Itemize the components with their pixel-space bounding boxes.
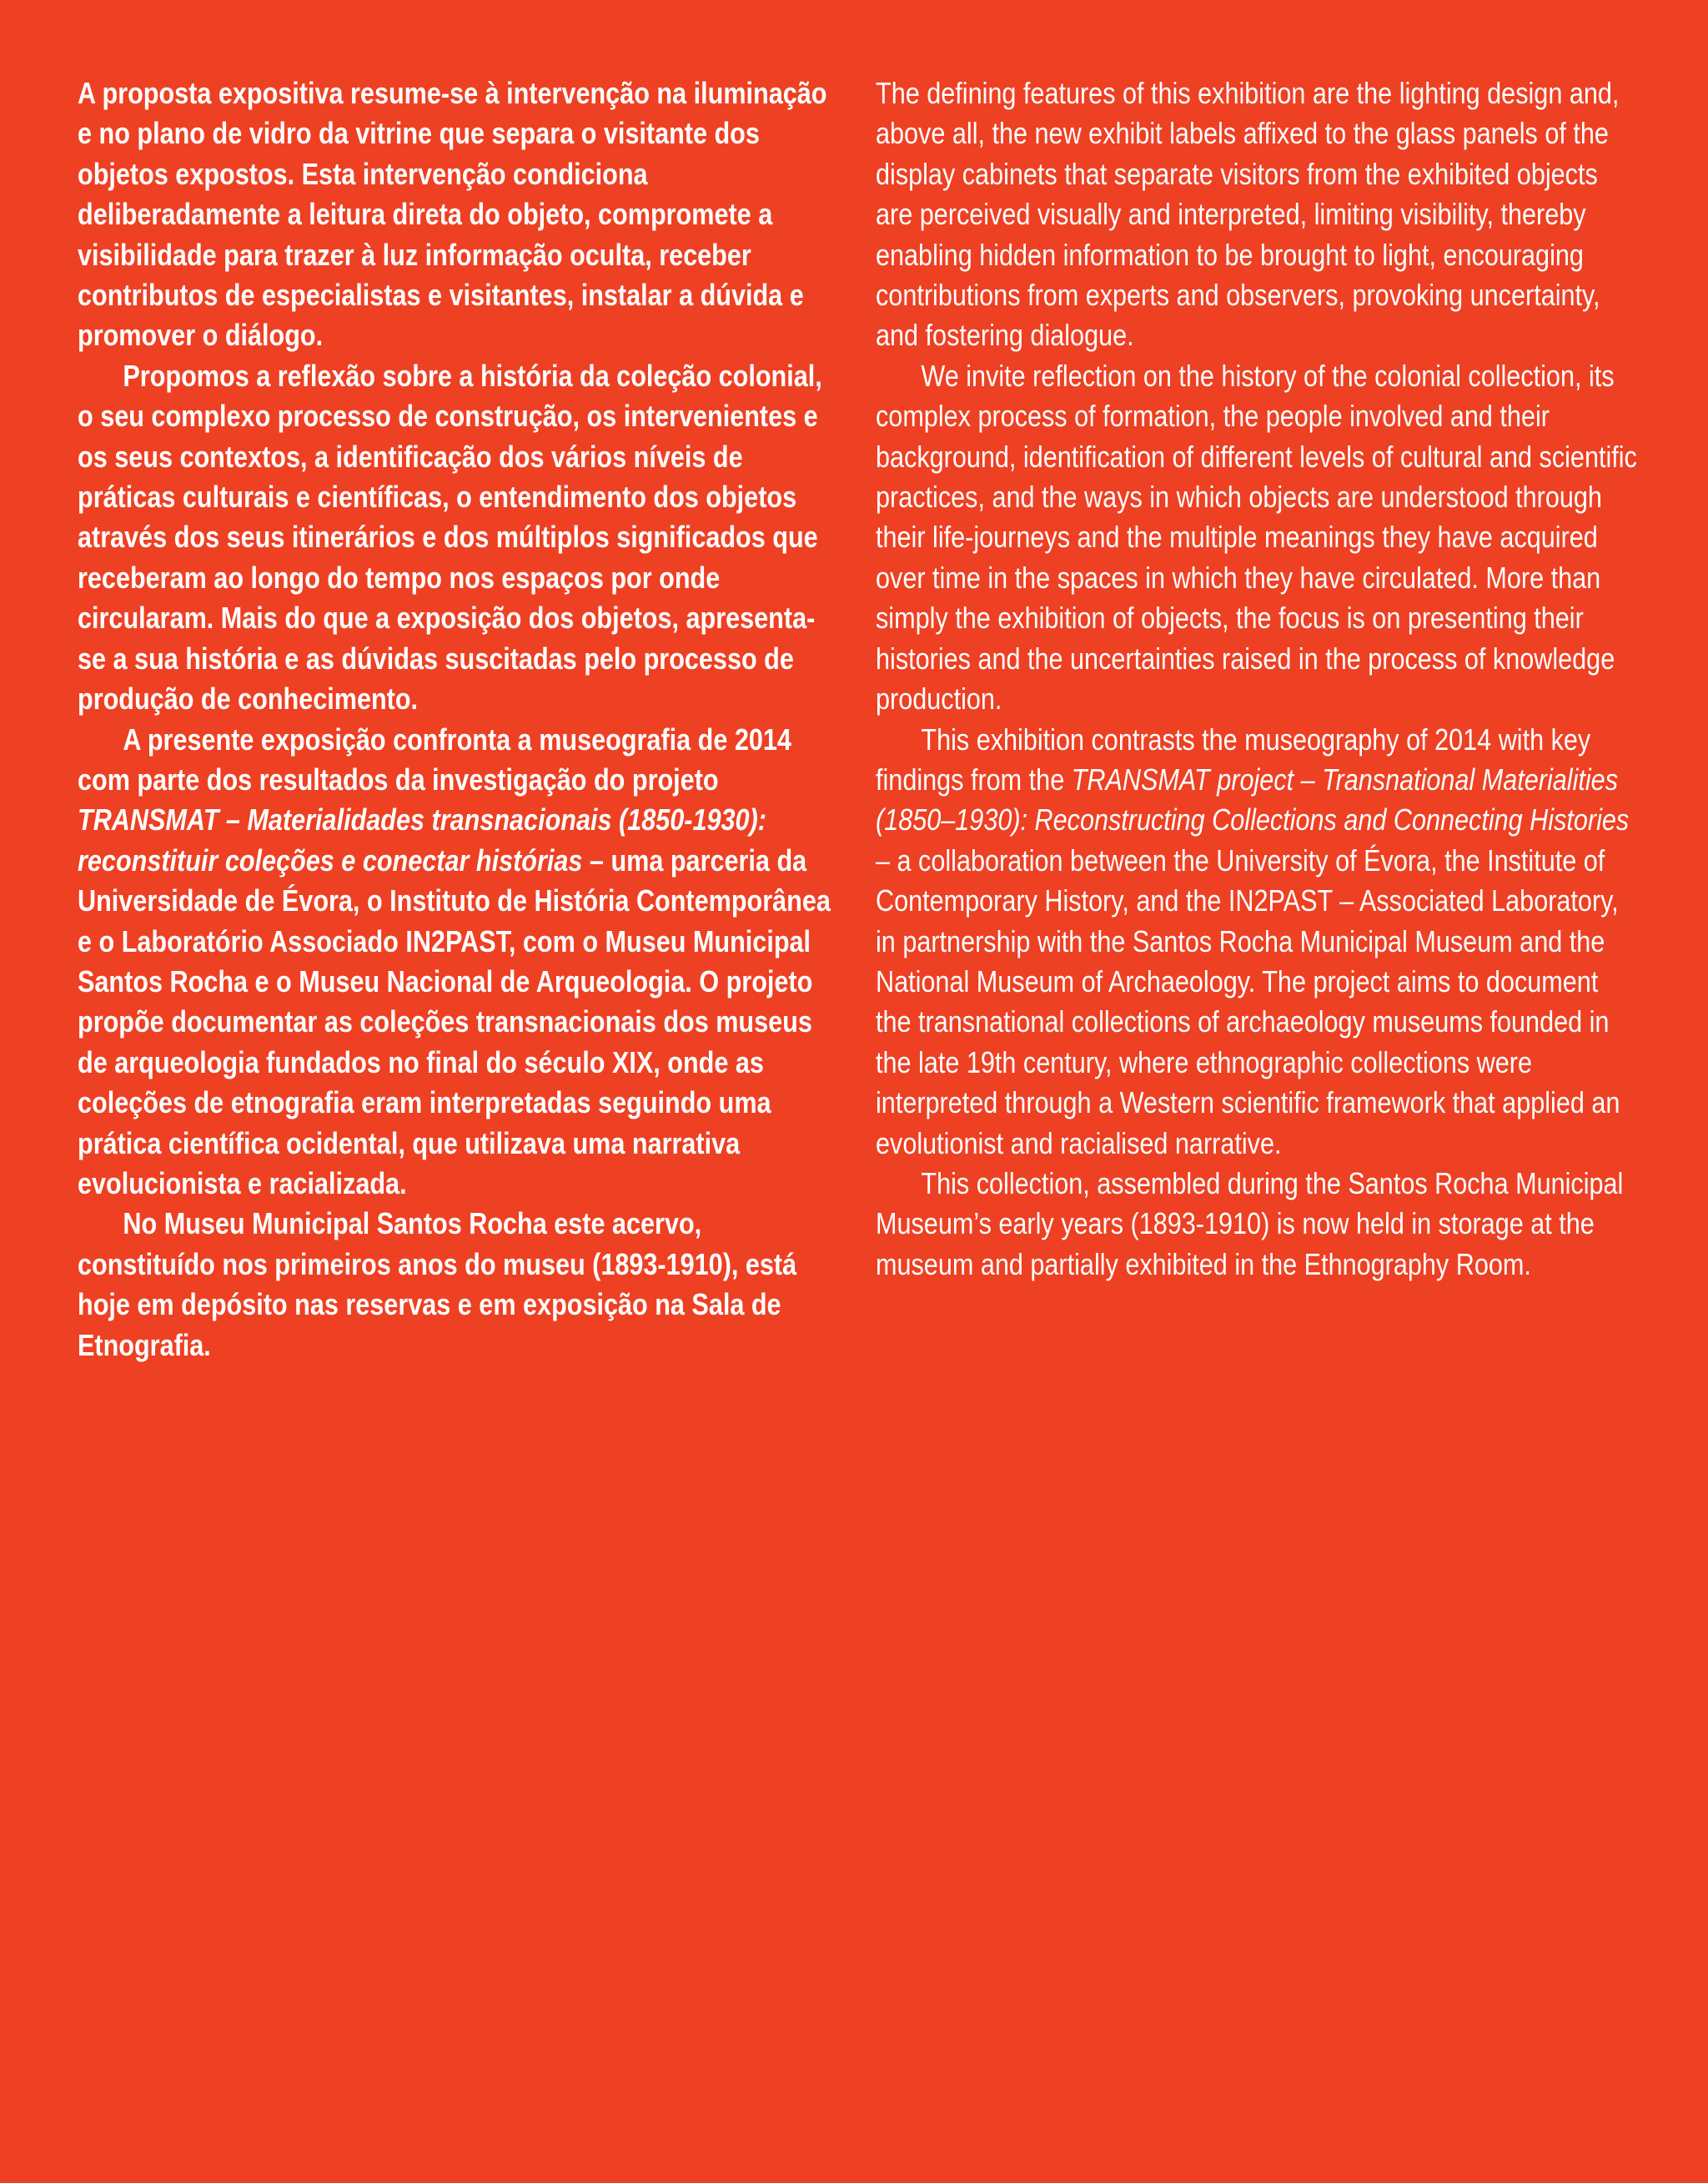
paragraph	[78, 1204, 839, 1366]
paragraph	[78, 73, 839, 356]
text-segment: A proposta expositiva resume-se à intervenção na iluminação e no plano de vidro da vitrine que separa o visitante dos objetos expostos. Esta intervenção condiciona deliberadamente a leitura direta do objeto, compromete a visibilidade para trazer à luz informação oculta, receber contributos de especialistas e visitantes, instalar a dúvida e promover o diálogo.	[78, 76, 827, 353]
paragraph	[876, 73, 1640, 356]
text-segment: A presente exposição confronta a museografia de 2014 com parte dos resultados da investigação do projeto	[78, 722, 791, 797]
paragraph	[876, 1164, 1640, 1285]
english-text-column	[876, 73, 1640, 1285]
text-segment: The defining features of this exhibition are the lighting design and, above all, the new exhibit labels affixed to the glass panels of the display cabinets that separate visitors from the exhibited objects are perceived visually and interpreted, limiting visibility, thereby enabling hidden information to be brought to light, encouraging contributions from experts and observers, provoking uncertainty, and fostering dialogue.	[876, 76, 1620, 353]
paragraph	[78, 720, 839, 1205]
text-segment: – uma parceria da Universidade de Évora, o Instituto de História Contemporânea e o Laboratório Associado IN2PAST, com o Museu Municipal Santos Rocha e o Museu Nacional de Arqueologia. O projeto propõe documentar as coleções transnacionais dos museus de arqueologia fundados no final do século XIX, onde as coleções de etnografia eram interpretadas seguindo uma prática científica ocidental, que utilizava uma narrativa evolucionista e racializada.	[78, 843, 831, 1200]
text-segment: We invite reflection on the history of the colonial collection, its complex process of formation, the people involved and their background, identification of different levels of cultural and scientific practices, and the ways in which objects are understood through their life-journeys and the multiple meanings they have acquired over time in the spaces in which they have circulated. More than simply the exhibition of objects, the focus is on presenting their histories and the uncertainties raised in the process of knowledge production.	[876, 358, 1637, 717]
text-segment: – a collaboration between the University of Évora, the Institute of Contemporary History, and the IN2PAST – Associated Laboratory, in partnership with the Santos Rocha Municipal Museum and the National Museum of Archaeology. The project aims to document the transnational collections of archaeology museums founded in the late 19th century, where ethnographic collections were interpreted through a Western scientific framework that applied an evolutionist and racialised narrative.	[876, 843, 1620, 1160]
paragraph	[876, 356, 1640, 720]
portuguese-text-column	[78, 73, 839, 1366]
italic-text-segment: TRANSMAT – Materialidades transnacionais (1850-1930): reconstituir coleções e conectar histórias	[78, 802, 766, 878]
text-segment: No Museu Municipal Santos Rocha este acervo, constituído nos primeiros anos do museu (1893-1910), está hoje em depósito nas reservas e em exposição na Sala de Etnografia.	[78, 1206, 797, 1362]
text-segment: Propomos a reflexão sobre a história da coleção colonial, o seu complexo processo de construção, os intervenientes e os seus contextos, a identificação dos vários níveis de práticas culturais e científicas, o entendimento dos objetos através dos seus itinerários e dos múltiplos significados que receberam ao longo do tempo nos espaços por onde circularam. Mais do que a exposição dos objetos, apresenta-se a sua história e as dúvidas suscitadas pelo processo de produção de conhecimento.	[78, 358, 822, 717]
paragraph	[876, 720, 1640, 1164]
paragraph	[78, 356, 839, 720]
text-segment: This collection, assembled during the Santos Rocha Municipal Museum’s early years (1893-1910) is now held in storage at the museum and partially exhibited in the Ethnography Room.	[876, 1165, 1624, 1281]
text-segment: This exhibition contrasts the museography of 2014 with key findings from the	[876, 722, 1591, 797]
italic-text-segment: TRANSMAT project – Transnational Materialities (1850–1930): Reconstructing Collections and Connecting Histories	[876, 762, 1630, 837]
